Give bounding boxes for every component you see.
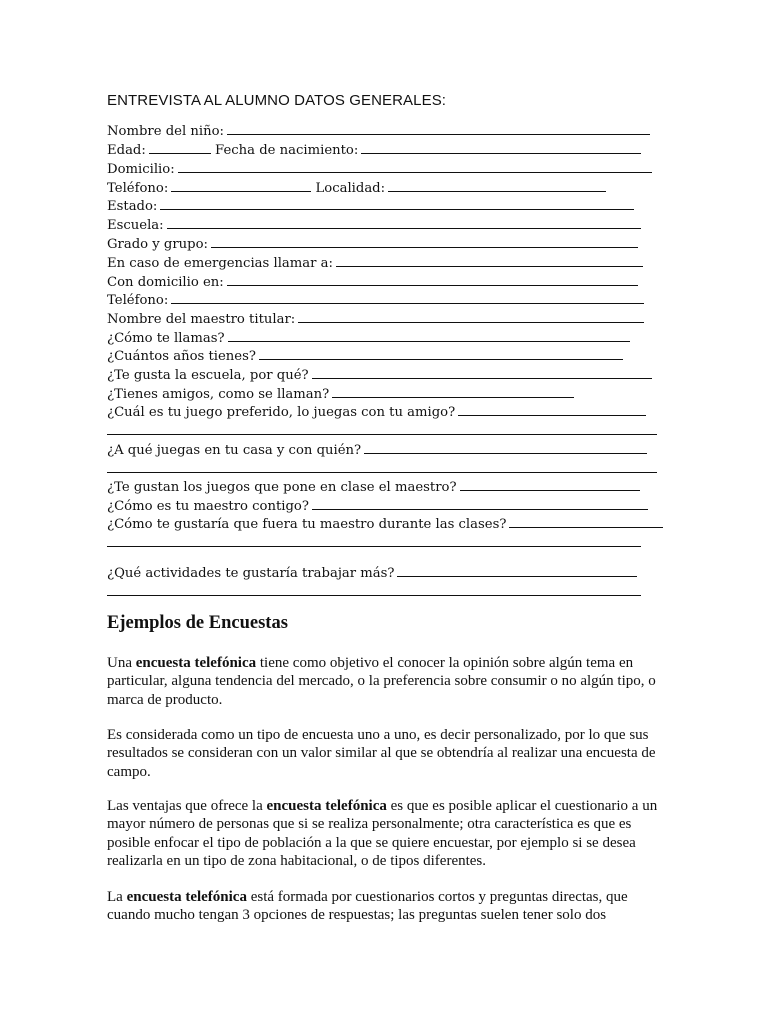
question-maestro: ¿Cómo es tu maestro contigo? (107, 496, 648, 514)
form-title: ENTREVISTA AL ALUMNO DATOS GENERALES: (107, 92, 447, 109)
blank-line[interactable] (227, 272, 638, 286)
section-heading: Ejemplos de Encuestas (107, 613, 288, 633)
blank-line[interactable] (509, 514, 663, 528)
field-telefono-2: Teléfono: (107, 290, 644, 308)
question-edad: ¿Cuántos años tienes? (107, 346, 623, 364)
blank-line[interactable] (149, 140, 211, 154)
field-emergencias: En caso de emergencias llamar a: (107, 253, 643, 271)
blank-line[interactable] (171, 178, 311, 192)
blank-line[interactable] (312, 496, 648, 510)
paragraph-3: Las ventajas que ofrece la encuesta telefónica es que es posible aplicar el cuestionario a un mayor número de personas que si se realiza personalmente; otra característica es que es posible enfocar el tipo de población a la que se quiere encuestar, por ejemplo si se desea realizarla en un tipo de zona habitacional, o de tipos diferentes. (107, 798, 658, 869)
field-telefono: Teléfono: Localidad: (107, 178, 606, 196)
blank-line[interactable] (227, 121, 650, 135)
question-nombre: ¿Cómo te llamas? (107, 328, 630, 346)
question-amigos: ¿Tienes amigos, como se llaman? (107, 384, 574, 402)
blank-line[interactable] (167, 215, 641, 229)
blank-line-full[interactable] (107, 595, 641, 596)
paragraph-4: La encuesta telefónica está formada por cuestionarios cortos y preguntas directas, que cuando mucho tengan 3 opciones de respuestas; las preguntas suelen tener solo dos (107, 889, 628, 924)
blank-line[interactable] (388, 178, 606, 192)
question-maestro-clases: ¿Cómo te gustaría que fuera tu maestro durante las clases? (107, 514, 663, 532)
bold-term: encuesta telefónica (135, 655, 257, 671)
question-juego-preferido: ¿Cuál es tu juego preferido, lo juegas con tu amigo? (107, 402, 646, 420)
blank-line[interactable] (211, 234, 638, 248)
field-nombre: Nombre del niño: (107, 121, 650, 139)
blank-line[interactable] (364, 440, 647, 454)
field-domicilio: Domicilio: (107, 159, 652, 177)
field-grado: Grado y grupo: (107, 234, 638, 252)
blank-line[interactable] (460, 477, 640, 491)
question-casa: ¿A qué juegas en tu casa y con quién? (107, 440, 647, 458)
blank-line[interactable] (160, 196, 634, 210)
field-escuela: Escuela: (107, 215, 641, 233)
field-con-domicilio: Con domicilio en: (107, 272, 638, 290)
blank-line[interactable] (361, 140, 641, 154)
paragraph-2: Es considerada como un tipo de encuesta uno a uno, es decir personalizado, por lo que sus resultados se consideran con un valor similar al que se obtendría al realizar una encuesta de campo. (107, 727, 656, 780)
question-actividades: ¿Qué actividades te gustaría trabajar más? (107, 563, 637, 581)
blank-line[interactable] (298, 309, 644, 323)
blank-line-full[interactable] (107, 434, 657, 435)
blank-line[interactable] (171, 290, 644, 304)
field-estado: Estado: (107, 196, 634, 214)
blank-line[interactable] (228, 328, 630, 342)
question-escuela: ¿Te gusta la escuela, por qué? (107, 365, 652, 383)
blank-line[interactable] (397, 563, 637, 577)
blank-line[interactable] (178, 159, 652, 173)
bold-term: encuesta telefónica (126, 889, 247, 905)
field-maestro-titular: Nombre del maestro titular: (107, 309, 644, 327)
blank-line[interactable] (259, 346, 623, 360)
field-edad: Edad: Fecha de nacimiento: (107, 140, 641, 158)
blank-line[interactable] (332, 384, 574, 398)
blank-line[interactable] (458, 402, 646, 416)
blank-line[interactable] (312, 365, 652, 379)
bold-term: encuesta telefónica (266, 798, 387, 814)
paragraph-1: Una encuesta telefónica tiene como objetivo el conocer la opinión sobre algún tema en particular, alguna tendencia del mercado, o la preferencia sobre consumir o no algún tipo, o marca de producto. (107, 655, 656, 708)
blank-line-full[interactable] (107, 546, 641, 547)
blank-line[interactable] (336, 253, 643, 267)
question-juegos-clase: ¿Te gustan los juegos que pone en clase el maestro? (107, 477, 640, 495)
blank-line-full[interactable] (107, 472, 657, 473)
